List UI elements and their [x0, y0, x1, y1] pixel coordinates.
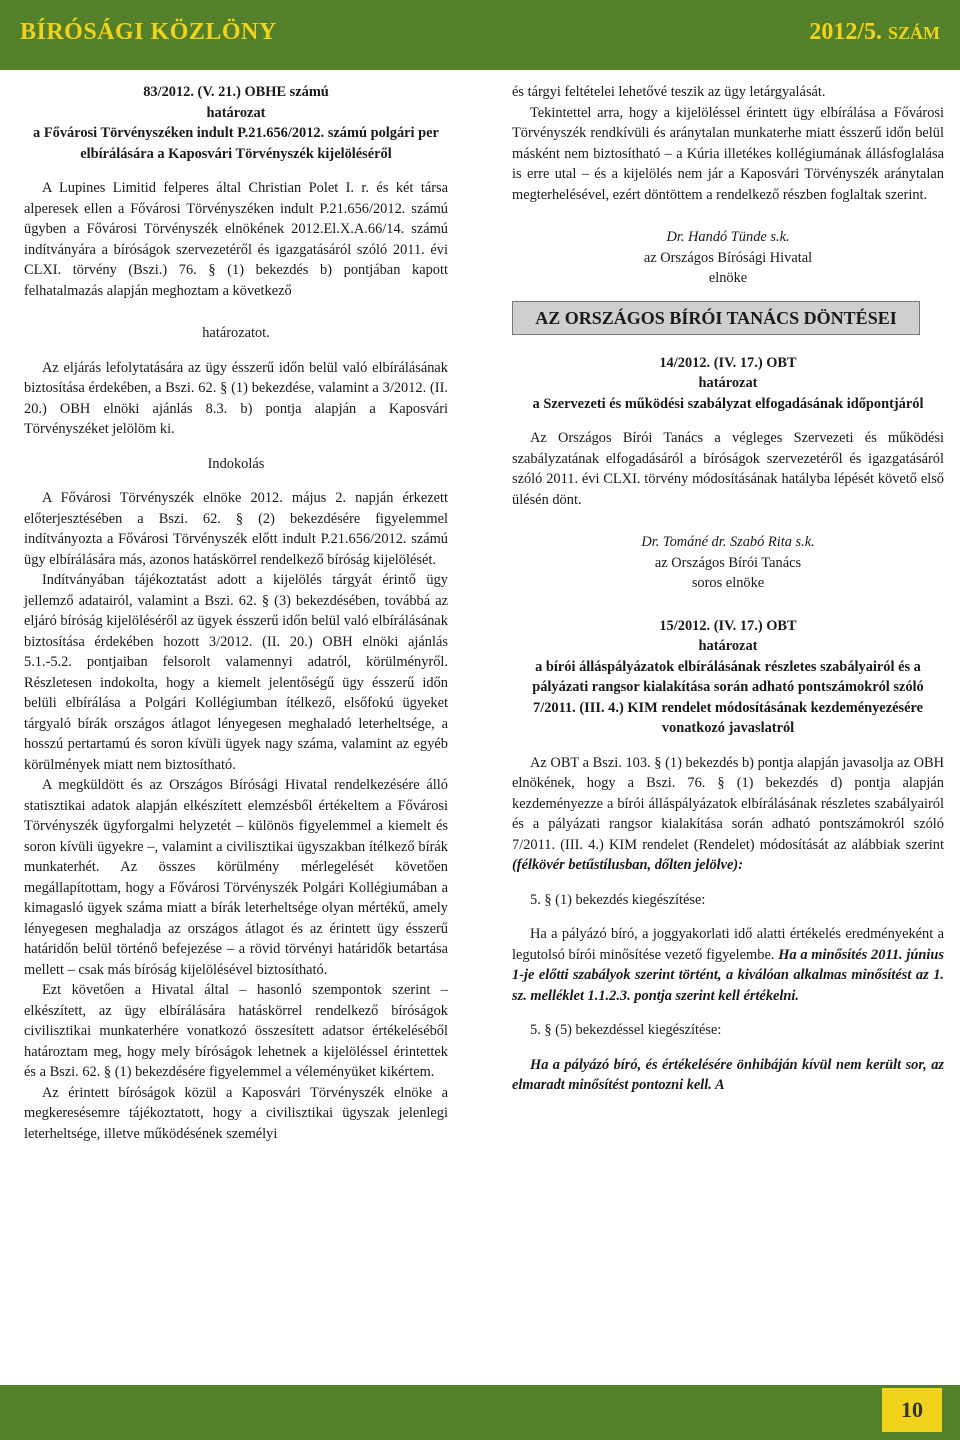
left-column: [24, 82, 448, 1144]
right-column: [512, 82, 944, 1096]
decision-type: határozat: [698, 638, 758, 654]
signature-role: az Országos Bírói Tanács: [654, 554, 802, 571]
decision-number: 83/2012. (V. 21.) OBHE számú: [143, 84, 329, 100]
reasoning-paragraph: Az érintett bíróságok közül a Kaposvári Törvényszék elnöke a megkeresésemre tájékoztatott, hogy a civilisztikai ügyszak jelenlegi leterheltsége, illetve működésének személyi: [24, 1084, 448, 1142]
signature-name: Dr. Handó Tünde s.k.: [666, 229, 790, 245]
reasoning-heading: Indokolás: [207, 455, 265, 472]
decision-operative: Az eljárás lefolytatására az ügy ésszerű időn belül való elbírálásának biztosítása érdekében, a Bszi. 62. § (1) bekezdése, valamint a 3/2012. (II. 20.) OBH elnöki ajánlás 8.3. b) pontja alapján a Kaposvári Törvényszéket jelölöm ki.: [24, 359, 448, 437]
section-box: AZ ORSZÁGOS BÍRÓI TANÁCS DÖNTÉSEI: [512, 301, 920, 335]
decision-type: határozat: [206, 104, 266, 121]
reasoning-continuation: és tárgyi feltételei lehetővé teszik az ügy letárgyalását.: [512, 84, 826, 100]
reasoning-paragraph: Indítványában tájékoztatást adott a kijelölés tárgyát érintő ügy jellemző adatairól, valamint a Bszi. 62. § (3) bekezdésében, továbbá az eljáró bíróság kijelöléséről az ügyek ésszerű időn belül való elbírálásának biztosítása érdekében hozott 3/2012. (II. 20.) OBH elnöki ajánlás 5.1.-5.2. pontjaiban felsorolt valamennyi adatról, körülményről. Részletesen indokolta, hogy a kiemelt jelentőségű ügy ésszerű időn belüli elbírálása a Polgári Kollégiumban ítélkező, elsőfokú ügyeket tárgyaló bírák országos átlagot lényegesen meghaladó leterheltsége, a hosszú pertartamú és soron kívüli ügyek nagy száma, valamint az egyéb körülmények miatt nem biztosítható.: [24, 572, 448, 773]
signature-name: Dr. Tománé dr. Szabó Rita s.k.: [641, 534, 815, 550]
amendment-heading: 5. § (1) bekezdés kiegészítése:: [530, 891, 706, 908]
decision-type: határozat: [698, 375, 758, 391]
reasoning-paragraph: Ezt követően a Hivatal által – hasonló szempontok szerint – elkészített, az ügy elbírálására hatáskörrel rendelkező bíróságok civilisztikai munkaterhére vonatkozó összesített adatsor értékeléséből határoztam meg, hogy mely bíróságok lehetnek a kijelöléssel érintettek és a Bszi. 62. § (1) bekezdésére figyelemmel a véleményüket kikértem.: [24, 982, 448, 1080]
decision-number: 15/2012. (IV. 17.) OBT: [659, 617, 797, 634]
reasoning-paragraph: A megküldött és az Országos Bírósági Hivatal rendelkezésére álló statisztikai adatok alapján elkészített elemzésből értékeltem a Fővárosi Törvényszék ügyforgalmi helyzetét – különös figyelemmel a kiemelt és soron kívüli ügyekre –, valamint a civilisztikai ügyszakban ítélkező bírák munkaterhét. Az összes körülmény mérlegelését követően megállapítottam, hogy a Fővárosi Törvényszék Polgári Kollégiumában a kimagasló ügyek száma miatt a bírák leterheltsége olyan mértékű, amely lényegesen meghaladja az országos átlagot és az érintett ügy ésszerű határidőn belül történő befejezése – a rövid törvényi határidők betartása mellett – csak más bíróság kijelölésével biztosítható.: [24, 777, 448, 978]
issue-number: 2012/5. SZÁM: [809, 19, 940, 45]
amendment-text: Ha a pályázó bíró, és értékelésére önhibáján kívül nem került sor, az elmaradt minősítést pontozni kell. A: [512, 1056, 944, 1093]
decision-heading: határozatot.: [202, 325, 270, 341]
reasoning-paragraph: Tekintettel arra, hogy a kijelöléssel érintett ügy elbírálása a Fővárosi Törvényszék rendkívüli és aránytalan munkaterhe miatt ésszerű időn belül másként nem biztosítható – a Kúria illetékes kollégiumának állásfoglalása is erre utal – és a kijelölés nem jár a Kaposvári Törvényszék aránytalan megterhelésével, ezért döntöttem a rendelkező részben foglaltak szerint.: [512, 104, 944, 203]
reasoning-paragraph: A Fővárosi Törvényszék elnöke 2012. május 2. napján érkezett előterjesztésében a Bszi. 62. § (2) bekezdésére figyelemmel indítványozta a Fővárosi Törvényszék előtt indult P.21.656/2012. számú ügy elbírálására más, azonos hatáskörrel rendelkező bíróság kijelölését.: [24, 490, 448, 568]
journal-header: [0, 0, 960, 70]
page-number: 10: [882, 1388, 942, 1432]
decision-text: Az Országos Bírói Tanács a végleges Szervezeti és működési szabályzatának elfogadásáról a bíróságok szervezetéről és igazgatásáról szóló 2011. évi CLXI. törvény módosításának hatályba lépését követő első ülésén dönt.: [512, 430, 944, 508]
signature-role: soros elnöke: [691, 575, 765, 591]
decision-subject: a bírói álláspályázatok elbírálásának részletes szabályairól és a pályázati rangsor kialakítása során adható pontszámokról szóló 7/2011. (III. 4.) KIM rendelet módosításának kezdeményezésére vonatkozó javaslatról: [532, 658, 924, 736]
decision-text: Az OBT a Bszi. 103. § (1) bekezdés b) pontja alapján javasolja az OBH elnökének, hogy a Bszi. 76. § (1) bekezdés d) pontja alapján kezdeményezze a bírói álláspályázatok elbírálásának részletes szabályairól és a pályázati rangsor kialakítása során adható pontszámokról szóló 7/2011. (III. 4.) KIM rendelet (Rendelet) módosítását az alábbiak szerint (félkövér betűstílusban, dőlten jelölve):: [512, 754, 944, 873]
amendment-text: Ha a pályázó bíró, a joggyakorlati idő alatti értékelés eredményeként a legutolsó bírói minősítése vezető figyelembe. Ha a minősítés 2011. június 1-je előtti szabályok szerint történt, a kiválóan alkalmas minősítést az 1. sz. melléklet 1.1.2.3. pontja szerint kell értékelni.: [512, 926, 945, 1004]
decision-intro: A Lupines Limitid felperes által Christian Polet I. r. és két társa alperesek ellen a Fővárosi Törvényszéken indult P.21.656/2012. számú ügyben a Fővárosi Törvényszék elnökének 2012.El.X.A.66/14. számú indítványára a bíróságok szervezetéről és igazgatásáról szóló 2011. évi CLXI. törvény (Bszi.) 76. § (1) bekezdés b) pontjában kapott felhatalmazás alapján meghoztam a következő: [24, 180, 448, 299]
signature-role: az Országos Bírósági Hivatal: [643, 249, 813, 266]
page-footer: [0, 1385, 960, 1440]
decision-number: 14/2012. (IV. 17.) OBT: [659, 354, 797, 371]
signature-role: elnöke: [708, 270, 748, 286]
amendment-heading: 5. § (5) bekezdéssel kiegészítése:: [530, 1022, 722, 1038]
decision-subject: a Szervezeti és működési szabályzat elfogadásának időpontjáról: [532, 395, 924, 412]
journal-title: BÍRÓSÁGI KÖZLÖNY: [20, 19, 277, 45]
decision-subject: a Fővárosi Törvényszéken indult P.21.656/2012. számú polgári per elbírálására a Kaposvári Törvényszék kijelöléséről: [33, 125, 439, 162]
